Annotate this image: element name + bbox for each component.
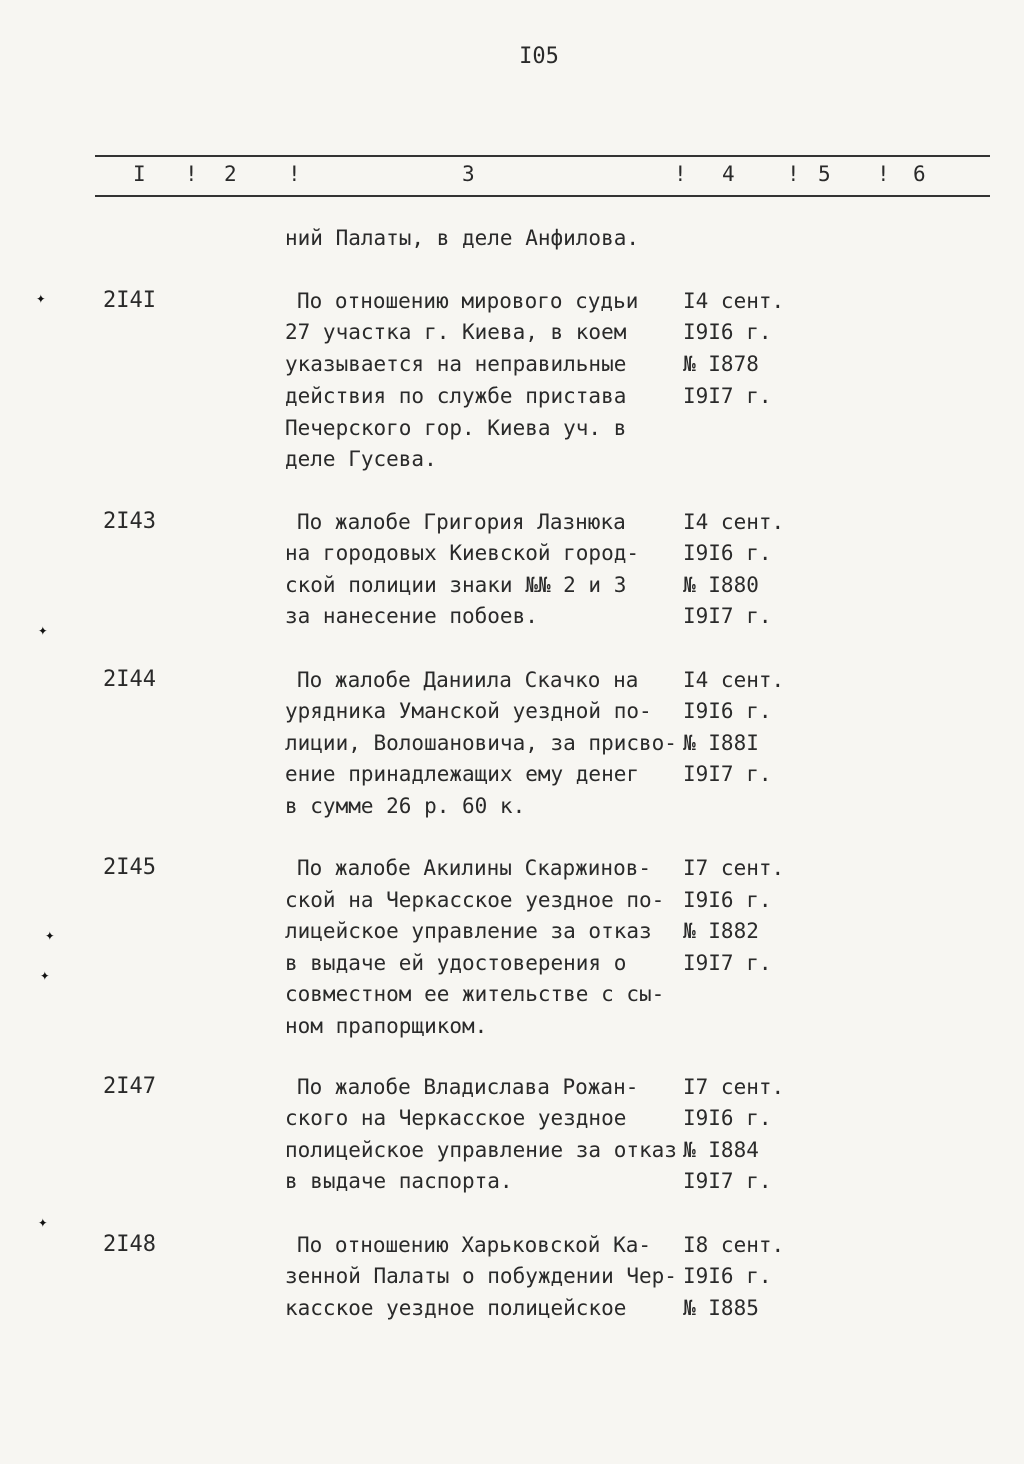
col-1-label: I: [133, 162, 146, 186]
header-rule-bottom: [95, 195, 990, 197]
entry-text-line: По жалобе Владислава Рожан-: [297, 1075, 639, 1099]
col-separator: !: [787, 162, 800, 186]
entry-text-line: действия по службе пристава: [285, 384, 627, 408]
entry-date-line: № I884: [683, 1138, 759, 1162]
entry-text-line: за нанесение побоев.: [285, 604, 538, 628]
header-rule-top: [95, 155, 990, 157]
entry-date-line: I9I6 г.: [683, 1106, 772, 1130]
margin-mark-icon: ✦: [36, 288, 46, 307]
entry-date-line: I9I7 г.: [683, 384, 772, 408]
entry-date-line: I4 сент.: [683, 668, 785, 692]
margin-mark-icon: ✦: [38, 620, 48, 639]
entry-text-line: зенной Палаты о побуждении Чер-: [285, 1264, 677, 1288]
entry-text-line: ского на Черкасское уездное: [285, 1106, 627, 1130]
entry-date-line: № I878: [683, 352, 759, 376]
entry-text-line: в сумме 26 р. 60 к.: [285, 794, 526, 818]
entry-number: 2I44: [103, 667, 156, 692]
entry-date-line: I7 сент.: [683, 856, 785, 880]
entry-text-line: лиции, Волошановича, за присво-: [285, 731, 677, 755]
col-separator: !: [288, 162, 301, 186]
entry-date-line: I8 сент.: [683, 1233, 785, 1257]
entry-number: 2I47: [103, 1074, 156, 1099]
entry-text-line: ном прапорщиком.: [285, 1014, 488, 1038]
col-5-label: 5: [818, 162, 831, 186]
entry-date-line: I9I6 г.: [683, 699, 772, 723]
col-6-label: 6: [913, 162, 926, 186]
entry-date-line: № I880: [683, 573, 759, 597]
entry-number: 2I45: [103, 855, 156, 880]
entry-text-line: ской полиции знаки №№ 2 и 3: [285, 573, 627, 597]
col-2-label: 2: [224, 162, 237, 186]
entry-text-line: 27 участка г. Киева, в коем: [285, 320, 627, 344]
entry-date-line: I4 сент.: [683, 510, 785, 534]
col-3-label: 3: [462, 162, 475, 186]
entry-date-line: I9I7 г.: [683, 951, 772, 975]
entry-date-line: № I88I: [683, 731, 759, 755]
entry-text-line: ской на Черкасское уездное по-: [285, 888, 665, 912]
entry-number: 2I48: [103, 1232, 156, 1257]
entry-number: 2I43: [103, 509, 156, 534]
entry-text-line: в выдаче паспорта.: [285, 1169, 513, 1193]
entry-text-line: совместном ее жительстве с сы-: [285, 982, 665, 1006]
entry-text-line: урядника Уманской уездной по-: [285, 699, 652, 723]
entry-date-line: № I882: [683, 919, 759, 943]
entry-text-line: По отношению Харьковской Ка-: [297, 1233, 652, 1257]
entry-text-line: в выдаче ей удостоверения о: [285, 951, 627, 975]
entry-text-line: По отношению мирового судьи: [297, 289, 639, 313]
margin-mark-icon: ✦: [45, 925, 55, 944]
entry-date-line: I4 сент.: [683, 289, 785, 313]
continuation-text: ний Палаты, в деле Анфилова.: [285, 226, 640, 250]
entry-text-line: Печерского гор. Киева уч. в: [285, 416, 627, 440]
entry-text-line: полицейское управление за отказ: [285, 1138, 677, 1162]
page-number: I05: [519, 44, 559, 69]
entry-text-line: указывается на неправильные: [285, 352, 627, 376]
entry-text-line: касское уездное полицейское: [285, 1296, 627, 1320]
col-separator: !: [877, 162, 890, 186]
entry-text-line: По жалобе Акилины Скаржинов-: [297, 856, 652, 880]
entry-date-line: I9I6 г.: [683, 541, 772, 565]
entry-number: 2I4I: [103, 288, 156, 313]
entry-text-line: на городовых Киевской город-: [285, 541, 640, 565]
col-separator: !: [674, 162, 687, 186]
entry-date-line: I9I7 г.: [683, 1169, 772, 1193]
entry-text-line: лицейское управление за отказ: [285, 919, 652, 943]
margin-mark-icon: ✦: [38, 1212, 48, 1231]
entry-date-line: I9I7 г.: [683, 604, 772, 628]
margin-mark-icon: ✦: [40, 965, 50, 984]
entry-text-line: ение принадлежащих ему денег: [285, 762, 640, 786]
col-separator: !: [185, 162, 198, 186]
entry-date-line: I9I6 г.: [683, 320, 772, 344]
entry-text-line: По жалобе Даниила Скачко на: [297, 668, 639, 692]
entry-date-line: I9I6 г.: [683, 888, 772, 912]
entry-text-line: деле Гусева.: [285, 447, 437, 471]
col-4-label: 4: [722, 162, 735, 186]
entry-text-line: По жалобе Григория Лазнюка: [297, 510, 626, 534]
entry-date-line: I9I7 г.: [683, 762, 772, 786]
entry-date-line: I9I6 г.: [683, 1264, 772, 1288]
entry-date-line: № I885: [683, 1296, 759, 1320]
entry-date-line: I7 сент.: [683, 1075, 785, 1099]
